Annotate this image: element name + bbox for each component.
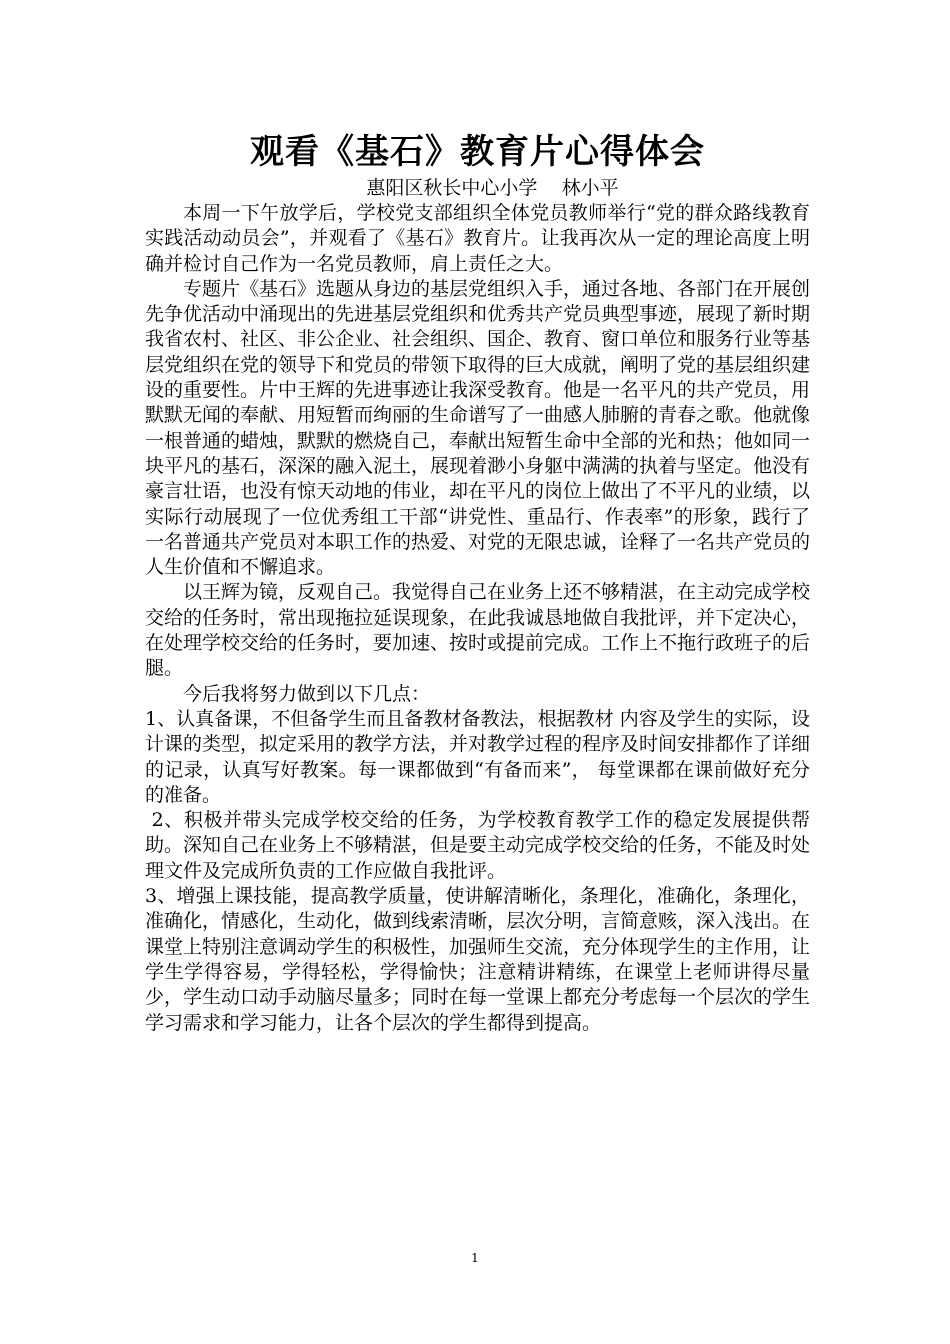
paragraph-self-reflection: 以王辉为镜，反观自己。我觉得自己在业务上还不够精湛，在主动完成学校交给的任务时，常出现拖拉延误现象，在此我诚恳地做自我批评，并下定决心，在处理学校交给的任务时，要加速、按时或提前完成。工作上不拖行政班子的后腿。 xyxy=(145,581,811,680)
paragraph-intro: 本周一下午放学后，学校党支部组织全体党员教师举行“党的群众路线教育实践活动动员会”，并观看了《基石》教育片。让我再次从一定的理论高度上明确并检讨自己作为一名党员教师，肩上责任之大。 xyxy=(145,202,810,275)
list-item-lesson-prep: 1、认真备课，不但备学生而且备教材备教法，根据教材 内容及学生的实际，设计课的类型，拟定采用的教学方法，并对教学过程的程序及时间安排都作了详细的记录，认真写好教案。每一课都做到“有备而来”， 每堂课都在课前做好充分的准备。 xyxy=(145,707,811,806)
list-item-school-tasks: 2、积极并带头完成学校交给的任务，为学校教育教学工作的稳定发展提供帮助。深知自己在业务上不够精湛，但是要主动完成学校交给的任务，不能及时处理文件及完成所负责的工作应做自我批评。 xyxy=(145,809,811,882)
list-item-teaching-skills: 3、增强上课技能，提高教学质量，使讲解清晰化，条理化，准确化，条理化，准确化，情感化，生动化，做到线索清晰，层次分明，言简意赅，深入浅出。在课堂上特别注意调动学生的积极性，加强师生交流，充分体现学生的主作用，让学生学得容易，学得轻松，学得愉快；注意精讲精练，在课堂上老师讲得尽量少，学生动口动手动脑尽量多；同时在每一堂课上都充分考虑每一个层次的学生学习需求和学习能力，让各个层次的学生都得到提高。 xyxy=(145,885,811,1034)
document-title: 观看《基石》教育片心得体会 xyxy=(250,132,705,172)
paragraph-film-summary: 专题片《基石》选题从身边的基层党组织入手，通过各地、各部门在开展创先争优活动中涌现出的先进基层党组织和优秀共产党员典型事迹，展现了新时期我省农村、社区、非公企业、社会组织、国企、教育、窗口单位和服务行业等基层党组织在党的领导下和党员的带领下取得的巨大成就，阐明了党的基层组织建设的重要性。片中王辉的先进事迹让我深受教育。他是一名平凡的共产党员，用默默无闻的奉献、用短暂而绚丽的生命谱写了一曲感人肺腑的青春之歌。他就像一根普通的蜡烛，默默的燃烧自己，奉献出短暂生命中全部的光和热；他如同一块平凡的基石，深深的融入泥土，展现着渺小身躯中满满的执着与坚定。他没有豪言壮语，也没有惊天动地的伟业，却在平凡的岗位上做出了不平凡的业绩，以实际行动展现了一位优秀组工干部“讲党性、重品行、作表率”的形象，践行了一名普通共产党员对本职工作的热爱、对党的无限忠诚，诠释了一名共产党员的人生价值和不懈追求。 xyxy=(145,277,811,579)
author-byline: 惠阳区秋长中心小学 林小平 xyxy=(366,177,619,199)
document-body xyxy=(145,128,810,1036)
page-number: 1 xyxy=(471,1251,479,1265)
paragraph-plan-intro: 今后我将努力做到以下几点： xyxy=(183,682,431,705)
